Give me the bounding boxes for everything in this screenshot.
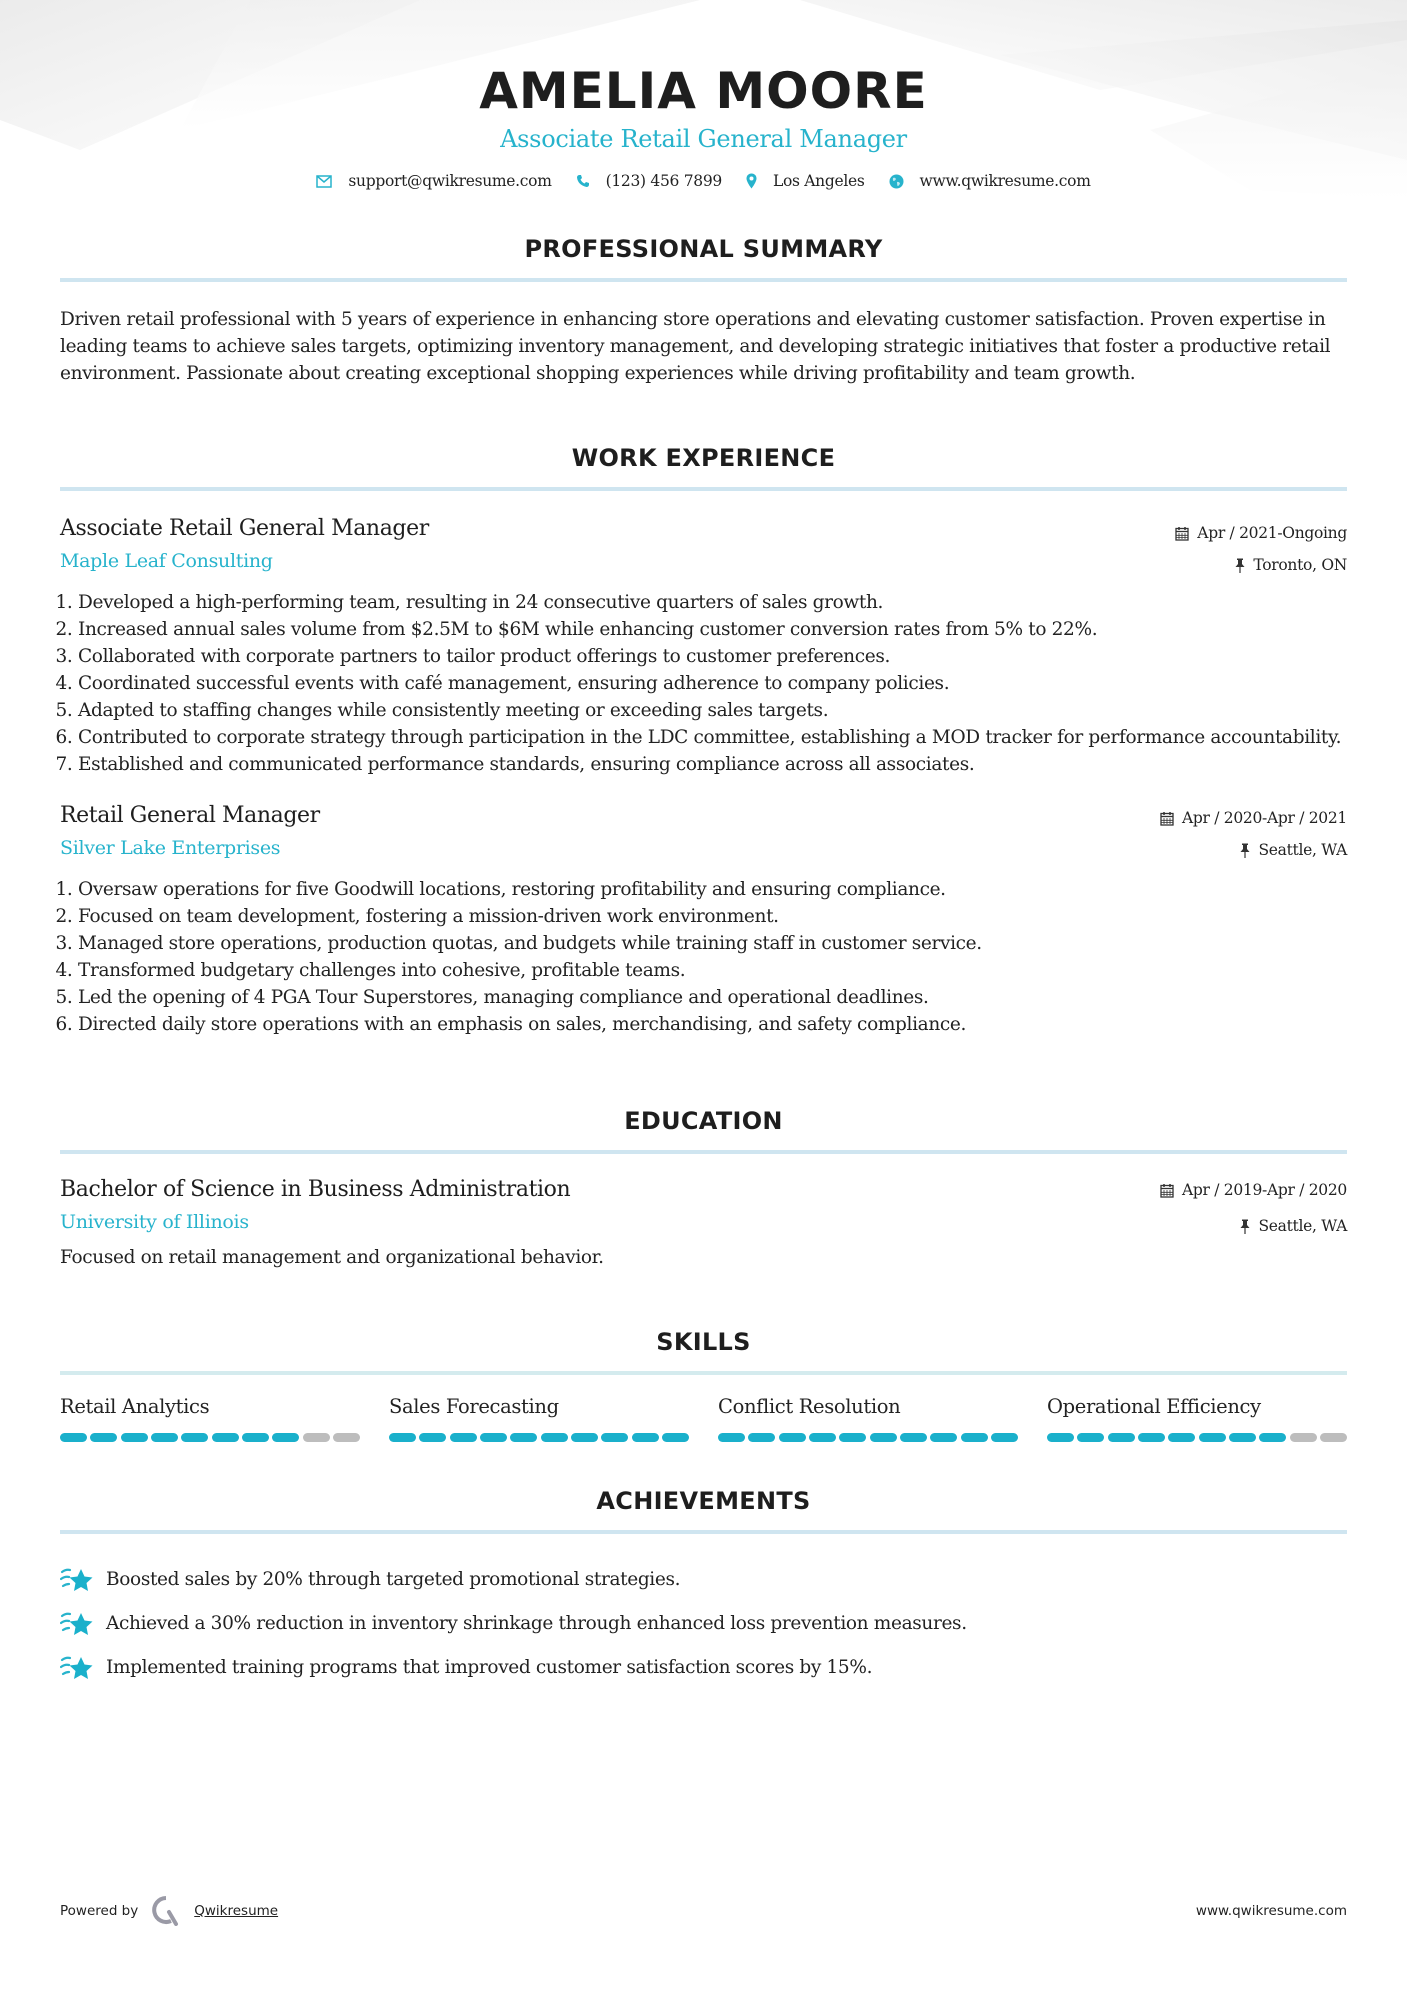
summary-section bbox=[60, 234, 1347, 387]
skill-level-bar bbox=[389, 1433, 689, 1442]
duty-item: 6. Contributed to corporate strategy through participation in the LDC committee, establishing a MOD tracker for performance accountability. bbox=[78, 724, 1347, 751]
education-location: Seattle, WA bbox=[1258, 1217, 1347, 1235]
achievement-text: Achieved a 30% reduction in inventory shrinkage through enhanced loss prevention measures. bbox=[106, 1613, 967, 1634]
job-location: Seattle, WA bbox=[1258, 841, 1347, 859]
skill-item bbox=[60, 1393, 360, 1442]
skill-item bbox=[718, 1393, 1018, 1442]
skill-segment-filled bbox=[60, 1433, 87, 1442]
skills-grid bbox=[60, 1393, 1347, 1442]
map-marker-icon bbox=[746, 173, 757, 189]
skill-name: Sales Forecasting bbox=[389, 1395, 559, 1418]
skill-segment-filled bbox=[419, 1433, 446, 1442]
footer-website[interactable]: www.qwikresume.com bbox=[1195, 1903, 1347, 1919]
skill-segment-filled bbox=[121, 1433, 148, 1442]
skill-segment-filled bbox=[1199, 1433, 1226, 1442]
skill-name: Operational Efficiency bbox=[1047, 1395, 1261, 1418]
skill-segment-empty bbox=[1290, 1433, 1317, 1442]
skill-segment-filled bbox=[1108, 1433, 1135, 1442]
skill-segment-filled bbox=[480, 1433, 507, 1442]
qwikresume-brand-link[interactable]: Qwikresume bbox=[194, 1903, 279, 1919]
skill-segment-filled bbox=[242, 1433, 269, 1442]
skill-item bbox=[1047, 1393, 1347, 1442]
shooting-star-icon bbox=[60, 1566, 94, 1594]
skill-segment-filled bbox=[450, 1433, 477, 1442]
skill-segment-filled bbox=[718, 1433, 745, 1442]
qwikresume-logo-icon bbox=[152, 1896, 180, 1926]
achievement-text: Implemented training programs that improved customer satisfaction scores by 15%. bbox=[106, 1657, 873, 1678]
job-dates: Apr / 2020-Apr / 2021 bbox=[1181, 809, 1347, 827]
skill-segment-filled bbox=[779, 1433, 806, 1442]
skill-segment-filled bbox=[930, 1433, 957, 1442]
education-school: University of Illinois bbox=[60, 1211, 249, 1233]
achievements-list bbox=[60, 1558, 1347, 1690]
experience-section bbox=[60, 443, 1347, 1038]
duty-item: 5. Adapted to staffing changes while consistently meeting or exceeding sales targets. bbox=[78, 697, 1347, 724]
skill-segment-filled bbox=[1168, 1433, 1195, 1442]
skill-name: Conflict Resolution bbox=[718, 1395, 901, 1418]
duty-item: 6. Directed daily store operations with an emphasis on sales, merchandising, and safety compliance. bbox=[78, 1011, 1347, 1038]
pushpin-icon bbox=[1235, 558, 1245, 573]
job-meta bbox=[1160, 800, 1347, 860]
skills-section bbox=[60, 1327, 1347, 1442]
skill-segment-filled bbox=[1229, 1433, 1256, 1442]
job-dates: Apr / 2021-Ongoing bbox=[1197, 524, 1347, 542]
skill-segment-filled bbox=[839, 1433, 866, 1442]
skill-segment-empty bbox=[333, 1433, 360, 1442]
skill-segment-filled bbox=[212, 1433, 239, 1442]
summary-text: Driven retail professional with 5 years of experience in enhancing store operations and elevating customer satisfaction. Proven expertise in leading teams to achieve sales targets, optimizing inventory management, and developing strategic initiatives that foster a productive retail environment. Passionate about creating exceptional shopping experiences while driving profitability and team growth. bbox=[60, 309, 1331, 384]
skill-segment-filled bbox=[632, 1433, 659, 1442]
skill-segment-filled bbox=[961, 1433, 988, 1442]
skill-level-bar bbox=[60, 1433, 360, 1442]
skill-segment-filled bbox=[1259, 1433, 1286, 1442]
achievement-item bbox=[60, 1558, 1347, 1602]
education-entry bbox=[60, 1174, 1347, 1271]
education-description: Focused on retail management and organizational behavior. bbox=[60, 1247, 604, 1268]
skill-segment-filled bbox=[1138, 1433, 1165, 1442]
skill-segment-filled bbox=[870, 1433, 897, 1442]
duty-item: 5. Led the opening of 4 PGA Tour Superstores, managing compliance and operational deadlines. bbox=[78, 984, 1347, 1011]
envelope-icon bbox=[316, 175, 332, 188]
pushpin-icon bbox=[1240, 843, 1250, 858]
education-meta bbox=[1160, 1174, 1347, 1236]
candidate-name: AMELIA MOORE bbox=[479, 62, 928, 120]
skill-segment-filled bbox=[541, 1433, 568, 1442]
page-footer bbox=[60, 1896, 1347, 1926]
skill-level-bar bbox=[718, 1433, 1018, 1442]
candidate-title: Associate Retail General Manager bbox=[500, 125, 907, 153]
education-degree: Bachelor of Science in Business Administration bbox=[60, 1177, 571, 1202]
resume-header bbox=[60, 0, 1347, 190]
skill-segment-filled bbox=[809, 1433, 836, 1442]
skill-name: Retail Analytics bbox=[60, 1395, 210, 1418]
skill-segment-filled bbox=[991, 1433, 1018, 1442]
skill-segment-filled bbox=[571, 1433, 598, 1442]
achievement-text: Boosted sales by 20% through targeted promotional strategies. bbox=[106, 1569, 681, 1590]
skill-segment-filled bbox=[389, 1433, 416, 1442]
achievements-heading: ACHIEVEMENTS bbox=[596, 1487, 811, 1515]
job-entry bbox=[60, 800, 1347, 1038]
skill-segment-filled bbox=[662, 1433, 689, 1442]
skills-heading: SKILLS bbox=[656, 1328, 751, 1356]
calendar-icon bbox=[1160, 811, 1174, 826]
duty-item: 4. Coordinated successful events with café management, ensuring adherence to company policies. bbox=[78, 670, 1347, 697]
shooting-star-icon bbox=[60, 1654, 94, 1682]
globe-icon bbox=[889, 174, 904, 189]
skill-item bbox=[389, 1393, 689, 1442]
contact-bar bbox=[60, 172, 1347, 190]
skill-segment-empty bbox=[1320, 1433, 1347, 1442]
duty-item: 1. Developed a high-performing team, resulting in 24 consecutive quarters of sales growth. bbox=[78, 589, 1347, 616]
duty-item: 4. Transformed budgetary challenges into cohesive, profitable teams. bbox=[78, 957, 1347, 984]
skill-segment-filled bbox=[1077, 1433, 1104, 1442]
section-divider bbox=[60, 487, 1347, 491]
job-role: Retail General Manager bbox=[60, 803, 320, 828]
calendar-icon bbox=[1160, 1183, 1174, 1198]
shooting-star-icon bbox=[60, 1610, 94, 1638]
phone-icon bbox=[576, 174, 590, 188]
section-divider bbox=[60, 278, 1347, 282]
skill-segment-filled bbox=[900, 1433, 927, 1442]
job-company: Maple Leaf Consulting bbox=[60, 550, 273, 572]
summary-heading: PROFESSIONAL SUMMARY bbox=[524, 235, 883, 263]
duty-item: 2. Focused on team development, fostering a mission-driven work environment. bbox=[78, 903, 1347, 930]
duty-item: 1. Oversaw operations for five Goodwill locations, restoring profitability and ensuring compliance. bbox=[78, 876, 1347, 903]
duty-item: 7. Established and communicated performance standards, ensuring compliance across all associates. bbox=[78, 751, 1347, 778]
powered-by-label: Powered by bbox=[60, 1903, 139, 1919]
skill-segment-filled bbox=[601, 1433, 628, 1442]
skill-segment-empty bbox=[303, 1433, 330, 1442]
education-dates: Apr / 2019-Apr / 2020 bbox=[1181, 1181, 1347, 1199]
section-divider bbox=[60, 1371, 1347, 1375]
experience-heading: WORK EXPERIENCE bbox=[571, 444, 836, 472]
skill-segment-filled bbox=[272, 1433, 299, 1442]
achievement-item bbox=[60, 1646, 1347, 1690]
skill-segment-filled bbox=[90, 1433, 117, 1442]
job-entry bbox=[60, 513, 1347, 778]
skill-segment-filled bbox=[510, 1433, 537, 1442]
skill-segment-filled bbox=[748, 1433, 775, 1442]
job-role: Associate Retail General Manager bbox=[60, 516, 429, 541]
contact-phone[interactable] bbox=[576, 172, 722, 190]
duty-item: 3. Collaborated with corporate partners to tailor product offerings to customer preferences. bbox=[78, 643, 1347, 670]
achievements-section bbox=[60, 1486, 1347, 1690]
education-heading: EDUCATION bbox=[624, 1107, 783, 1135]
duty-item: 2. Increased annual sales volume from $2.5M to $6M while enhancing customer conversion rates from 5% to 22%. bbox=[78, 616, 1347, 643]
education-section bbox=[60, 1106, 1347, 1271]
section-divider bbox=[60, 1530, 1347, 1534]
contact-location-text: Los Angeles bbox=[772, 172, 865, 190]
contact-email[interactable] bbox=[316, 172, 551, 190]
contact-email-text: support@qwikresume.com bbox=[348, 172, 552, 190]
section-divider bbox=[60, 1150, 1347, 1154]
contact-website-text: www.qwikresume.com bbox=[919, 172, 1091, 190]
skill-segment-filled bbox=[151, 1433, 178, 1442]
contact-website[interactable] bbox=[889, 172, 1091, 190]
skill-segment-filled bbox=[181, 1433, 208, 1442]
job-company: Silver Lake Enterprises bbox=[60, 837, 281, 859]
job-location: Toronto, ON bbox=[1253, 556, 1347, 574]
job-duties-list bbox=[60, 589, 1347, 778]
skill-level-bar bbox=[1047, 1433, 1347, 1442]
contact-location bbox=[746, 172, 865, 190]
duty-item: 3. Managed store operations, production quotas, and budgets while training staff in customer service. bbox=[78, 930, 1347, 957]
calendar-icon bbox=[1175, 526, 1189, 541]
job-duties-list bbox=[60, 876, 1347, 1038]
pushpin-icon bbox=[1240, 1219, 1250, 1234]
job-meta bbox=[1175, 513, 1347, 575]
contact-phone-text: (123) 456 7899 bbox=[605, 172, 722, 190]
achievement-item bbox=[60, 1602, 1347, 1646]
skill-segment-filled bbox=[1047, 1433, 1074, 1442]
